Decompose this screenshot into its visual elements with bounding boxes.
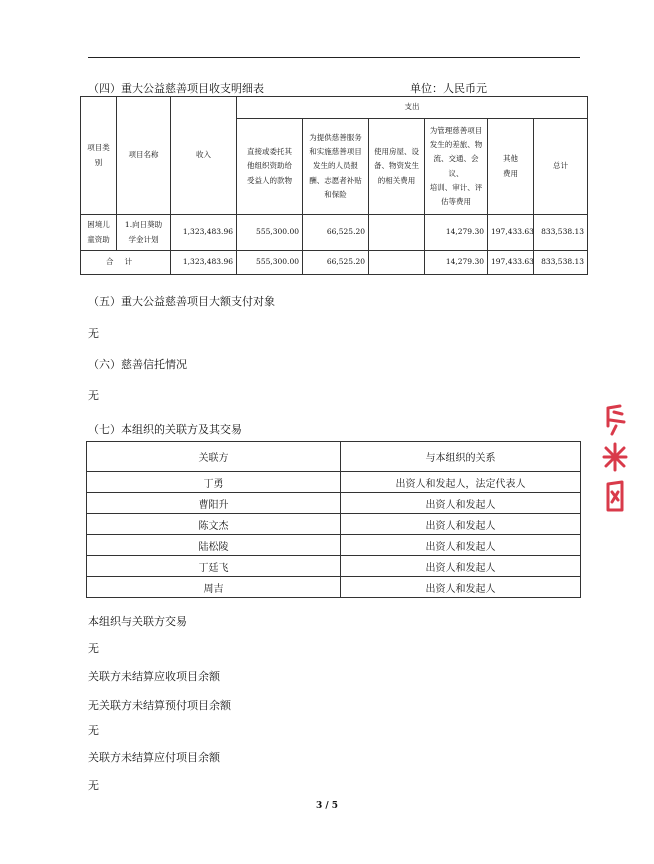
cell-total: 833,538.13 (534, 215, 588, 251)
header-party: 关联方 (87, 442, 341, 472)
prepaid-heading: 无关联方未结算预付项目余额 (88, 699, 231, 712)
party-name: 曹阳升 (87, 493, 341, 514)
header-expense: 支出 (237, 97, 588, 119)
header-category: 项目类别 (81, 97, 117, 215)
cell-category: 困境儿 童资助 (81, 215, 117, 251)
cell-e3 (369, 215, 425, 251)
top-rule (88, 57, 580, 58)
cell-e5: 197,433.63 (488, 215, 534, 251)
header-e3: 使用房屋、设 备、物资发生 的相关费用 (369, 119, 425, 215)
sum-income: 1,323,483.96 (171, 251, 237, 275)
prepaid-body: 无 (88, 724, 99, 737)
cell-e2: 66,525.20 (303, 215, 369, 251)
section4-title: （四）重大公益慈善项目收支明细表 (88, 82, 264, 95)
section6-body: 无 (88, 389, 99, 402)
party-name: 丁廷飞 (87, 556, 341, 577)
header-e5: 其他 费用 (488, 119, 534, 215)
payable-body: 无 (88, 779, 99, 792)
sum-e1: 555,300.00 (237, 251, 303, 275)
header-name: 项目名称 (117, 97, 171, 215)
party-relation: 出资人和发起人 (341, 577, 581, 598)
table-row-sum (81, 251, 588, 275)
table-row (87, 472, 581, 493)
table-row (87, 577, 581, 598)
header-e4: 为管理慈善项目 发生的差旅、物 流、交通、会议、 培训、审计、评 估等费用 (425, 119, 488, 215)
sum-total: 833,538.13 (534, 251, 588, 275)
section5-title: （五）重大公益慈善项目大额支付对象 (88, 295, 275, 308)
receivable-heading: 关联方未结算应收项目余额 (88, 670, 220, 683)
party-relation: 出资人和发起人 (341, 556, 581, 577)
sum-e3 (369, 251, 425, 275)
unit-label: 单位：人民币元 (410, 82, 487, 95)
header-relation: 与本组织的关系 (341, 442, 581, 472)
party-relation: 出资人和发起人 (341, 535, 581, 556)
sum-e5: 197,433.63 (488, 251, 534, 275)
sum-label-b: 计 (117, 251, 171, 275)
cell-income: 1,323,483.96 (171, 215, 237, 251)
page-number: 3 / 5 (315, 801, 339, 811)
table-row (87, 514, 581, 535)
section5-body: 无 (88, 327, 99, 340)
seal-stamp (600, 400, 630, 520)
sum-label-a: 合 (81, 251, 117, 275)
transactions-heading: 本组织与关联方交易 (88, 615, 187, 628)
project-finance-table (80, 96, 588, 275)
sum-e4: 14,279.30 (425, 251, 488, 275)
party-relation: 出资人和发起人，法定代表人 (341, 472, 581, 493)
section7-title: （七）本组织的关联方及其交易 (88, 423, 242, 436)
header-e1: 直接或委托其 他组织资助给 受益人的款物 (237, 119, 303, 215)
cell-e4: 14,279.30 (425, 215, 488, 251)
related-party-table (86, 441, 581, 598)
table-row (87, 556, 581, 577)
payable-heading: 关联方未结算应付项目余额 (88, 751, 220, 764)
header-e2: 为提供慈善服务 和实施慈善项目 发生的人员报 酬、志愿者补贴 和保险 (303, 119, 369, 215)
header-income: 收入 (171, 97, 237, 215)
party-relation: 出资人和发起人 (341, 514, 581, 535)
party-name: 周吉 (87, 577, 341, 598)
party-name: 丁勇 (87, 472, 341, 493)
transactions-body: 无 (88, 642, 99, 655)
party-name: 陆松陵 (87, 535, 341, 556)
party-relation: 出资人和发起人 (341, 493, 581, 514)
cell-e1: 555,300.00 (237, 215, 303, 251)
section6-title: （六）慈善信托情况 (88, 358, 187, 371)
cell-name: 1.向日葵助 学金计划 (117, 215, 171, 251)
table-row (87, 493, 581, 514)
table-row (87, 535, 581, 556)
table-row (81, 215, 588, 251)
party-name: 陈文杰 (87, 514, 341, 535)
sum-e2: 66,525.20 (303, 251, 369, 275)
header-total: 总计 (534, 119, 588, 215)
